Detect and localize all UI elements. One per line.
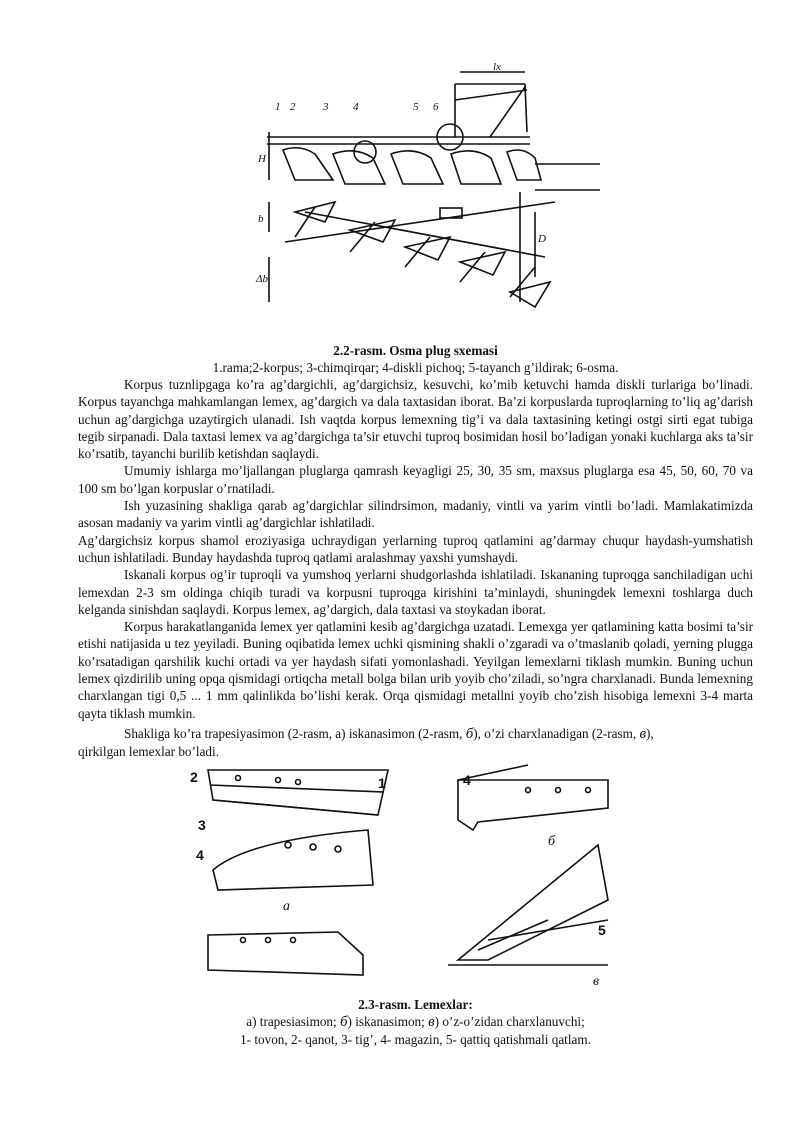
fig2-caption-a: a) trapesiasimon;: [246, 1014, 337, 1029]
fig2-label-4a: 4: [196, 847, 204, 863]
fig1-label-6: 6: [433, 101, 439, 113]
paragraph-4: Ag’dargichsiz korpus shamol eroziyasiga uchraydigan yerlarning tuproq qatlamini ag’darmay chuqur haydash-yumshatish uchun ishlatiladi. Bunday haydashda tuproq qatlami aralashmay yaxshi yumshaydi.: [78, 532, 753, 565]
body-text: [78, 376, 753, 761]
fig1-label-3: 3: [323, 101, 329, 113]
fig1-label-H: H: [258, 153, 266, 165]
fig2-label-b: б: [548, 834, 556, 849]
figure1-caption: [78, 342, 753, 376]
fig2-glyph-v: в: [428, 1014, 435, 1030]
figure2-caption-title: 2.3-rasm. Lemexlar:: [358, 997, 473, 1012]
paragraph-7: [78, 725, 753, 743]
paragraph-1: Korpus tuznlipgaga ko’ra ag’dargichli, ag’dargichsiz, kesuvchi, ko’mib ketuvchi hamda diskli turlariga bo’linadi. Korpus tayanchga mahkamlangan lemex, ag’dargich va dala taxtasidan iborat. Ba’zi korpuslarda tuproqlarning to’liq ag’darish uchun ag’dargichga uzaytirgich ulanadi. Ish vaqtda korpus lemexning tig’i va dala taxtasining ketingi ostgi sirti egat tubiga tegib sirpanadi. Dala taxtasi lemex va ag’dargichga ta’sir etuvchi tuproq bosimidan hosil bo’ladigan yonaki kuchlarga aks ta’sir ko’rsatib, tayanchi burilib ketishdan saqlaydi.: [78, 377, 753, 462]
paragraph-2: Umumiy ishlarga mo’ljallangan pluglarga qamrash keyagligi 25, 30, 35 sm, maxsus pluglarga esa 45, 50, 60, 70 va 100 sm bo’lgan korpuslar o’rnatiladi.: [78, 463, 753, 496]
fig1-label-b: b: [258, 213, 264, 225]
paragraph-7-part-a: Shakliga ko’ra trapesiyasimon (2-rasm, a) iskanasimon (2-rasm,: [124, 725, 463, 741]
glyph-b: б: [465, 725, 474, 742]
paragraph-6: Korpus harakatlanganida lemex yer qatlamini kesib ag’dargichga uzatadi. Lemexga yer qatlamining katta bosimi ta’sir etishi natijasida u tez yeyiladi. Buning oqibatida lemex uchki qismining shakli o’zgaradi va o’tmaslanib qoladi, yerning plugga ko’rsatadigan qarshilik kuchi ortadi va yer haydash sifati yomonlashadi. Yeyilgan lemexlarni tiklash mumkin. Buning uchun lemex qizdirilib uning opqa qismidagi ortiqcha metall bolga bilan urib yoyib cho’ziladi, so’ngra charxlanadi. Bunda lemexning charxlangan tigi 0,5 ... 1 mm qalinlikda bo’lishi kerak. Orqa qismidagi metallni yoyib cho’zish hisobiga lemexni 3-4 marta qayta tiklash mumkin.: [78, 619, 753, 721]
paragraph-7-end: qirkilgan lemexlar bo’ladi.: [78, 744, 219, 760]
shares-figure: [188, 760, 618, 992]
fig2-caption-c: ) o’z-o’zidan charxlanuvchi;: [434, 1014, 585, 1029]
plough-scheme-figure: [255, 62, 605, 334]
fig1-label-5: 5: [413, 101, 419, 113]
fig2-label-5: 5: [598, 922, 606, 938]
fig1-label-lx: lx: [493, 62, 501, 73]
fig2-caption-b: ) iskanasimon;: [347, 1014, 425, 1029]
fig1-label-D: D: [538, 233, 546, 245]
fig2-label-1: 1: [378, 775, 386, 791]
paragraph-5: Iskanali korpus og’ir tuproqli va yumshoq yerlarni shudgorlashda ishlatiladi. Iskananing tuproqga sanchiladigan uchi lemexdan 2-3 sm oldinga chiqib turadi va korpusni tuproqga kirishini ta’minlaydi, shuningdek lemexni toshlarga duch kelganda sinishdan saqlaydi. Korpus lemex, ag’dargich, dala taxtasi va stoykadan iborat.: [78, 567, 753, 617]
fig2-label-a: a: [283, 899, 290, 914]
fig2-label-2: 2: [190, 769, 198, 785]
figure2-caption: [78, 996, 753, 1048]
fig1-label-4: 4: [353, 101, 359, 113]
fig1-label-2: 2: [290, 101, 296, 113]
fig2-glyph-b: б: [339, 1014, 348, 1030]
paragraph-3: Ish yuzasining shakliga qarab ag’dargichlar silindrsimon, madaniy, vintli va yarim vintli bo’ladi. Mamlakatimizda asosan madaniy va yarim vintli ag’dargichlar ishlatiladi.: [78, 498, 753, 531]
paragraph-7-part-b: ), o’zi charxlanadigan (2-rasm,: [473, 725, 637, 741]
fig1-label-delta-b: Δb: [256, 273, 268, 285]
figure1-caption-legend: 1.rama;2-korpus; 3-chimqirqar; 4-diskli pichoq; 5-tayanch g’ildirak; 6-osma.: [212, 360, 619, 375]
figure2-caption-line1: [78, 1013, 753, 1031]
figure1-caption-title: 2.2-rasm. Osma plug sxemasi: [333, 343, 498, 358]
fig2-label-4b: 4: [463, 772, 471, 788]
figure2-caption-line2: 1- tovon, 2- qanot, 3- tig’, 4- magazin, 5- qattiq qatishmali qatlam.: [240, 1032, 591, 1047]
fig1-label-1: 1: [275, 101, 281, 113]
fig2-label-v: в: [593, 974, 600, 989]
glyph-v: в: [639, 725, 646, 742]
paragraph-7-part-c: ),: [646, 725, 654, 741]
fig2-label-3: 3: [198, 817, 206, 833]
